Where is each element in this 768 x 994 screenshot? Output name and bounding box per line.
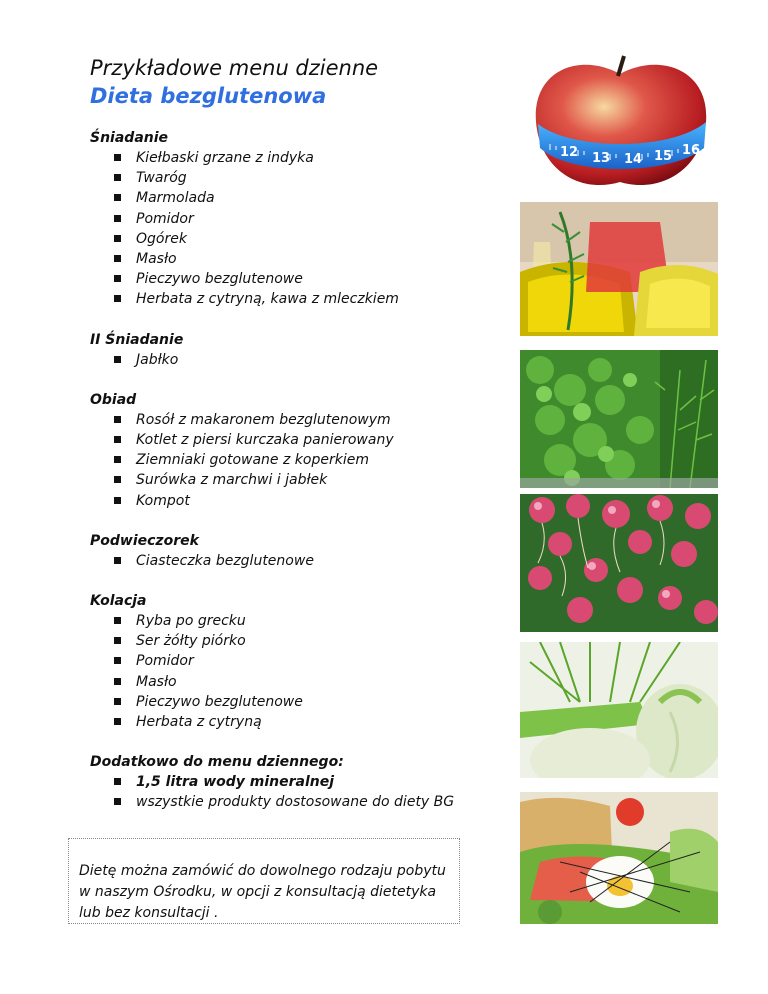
list-item: Ser żółty piórko [114, 631, 510, 651]
note-line: Dietę można zamówić do dowolnego rodzaju pobytu [79, 863, 446, 879]
section-second-breakfast [90, 330, 510, 370]
tape-number: 16 [682, 143, 701, 158]
list-item: Kiełbaski grzane z indyka [114, 148, 510, 168]
list-item: Kotlet z piersi kurczaka panierowany [114, 430, 510, 450]
list-item: Surówka z marchwi i jabłek [114, 470, 510, 490]
page-title: Przykładowe menu dzienne [90, 56, 379, 80]
list-item: Ryba po grecku [114, 611, 510, 631]
list-item: Pieczywo bezglutenowe [114, 692, 510, 712]
list-item: Herbata z cytryną, kawa z mleczkiem [114, 289, 510, 309]
list-item: Kompot [114, 491, 510, 511]
note-line: lub bez konsultacji . [79, 905, 219, 921]
oil-bottles-photo [520, 202, 718, 336]
section-extras [90, 752, 510, 812]
tape-number: 12 [560, 145, 579, 160]
list-item: Marmolada [114, 188, 510, 208]
note-line: w naszym Ośrodku, w opcji z konsultacją dietetyka [79, 884, 437, 900]
section-heading: Śniadanie [90, 130, 169, 146]
info-box [68, 838, 460, 924]
section-dinner [90, 591, 510, 732]
salad-photo [520, 792, 718, 924]
page-subtitle: Dieta bezglutenowa [90, 84, 327, 108]
section-heading: II Śniadanie [90, 331, 184, 348]
list-item: Rosół z makaronem bezglutenowym [114, 410, 510, 430]
tape-number: 13 [592, 151, 611, 166]
list-item: Masło [114, 249, 510, 269]
tape-number: 14 [624, 152, 643, 167]
section-lunch [90, 390, 510, 511]
list-item: 1,5 litra wody mineralnej [114, 772, 510, 792]
section-breakfast [90, 128, 510, 310]
list-item: Pomidor [114, 209, 510, 229]
list-item: Twaróg [114, 168, 510, 188]
apple-photo [520, 52, 720, 192]
list-item: Pieczywo bezglutenowe [114, 269, 510, 289]
list-item: Jabłko [114, 350, 510, 370]
list-item: Ciasteczka bezglutenowe [114, 551, 510, 571]
list-item: Ziemniaki gotowane z koperkiem [114, 450, 510, 470]
fennel-photo [520, 642, 718, 778]
list-item: wszystkie produkty dostosowane do diety BG [114, 792, 510, 812]
radishes-photo [520, 494, 718, 632]
herbs-photo [520, 350, 718, 488]
list-item: Masło [114, 672, 510, 692]
menu-list [90, 128, 510, 833]
list-item: Pomidor [114, 651, 510, 671]
section-heading: Podwieczorek [90, 532, 199, 549]
tape-number: 15 [654, 149, 673, 164]
list-item: Herbata z cytryną [114, 712, 510, 732]
section-heading: Obiad [90, 391, 137, 408]
section-snack [90, 531, 510, 571]
section-heading: Kolacja [90, 593, 147, 610]
section-heading: Dodatkowo do menu dziennego: [90, 754, 344, 771]
list-item: Ogórek [114, 229, 510, 249]
